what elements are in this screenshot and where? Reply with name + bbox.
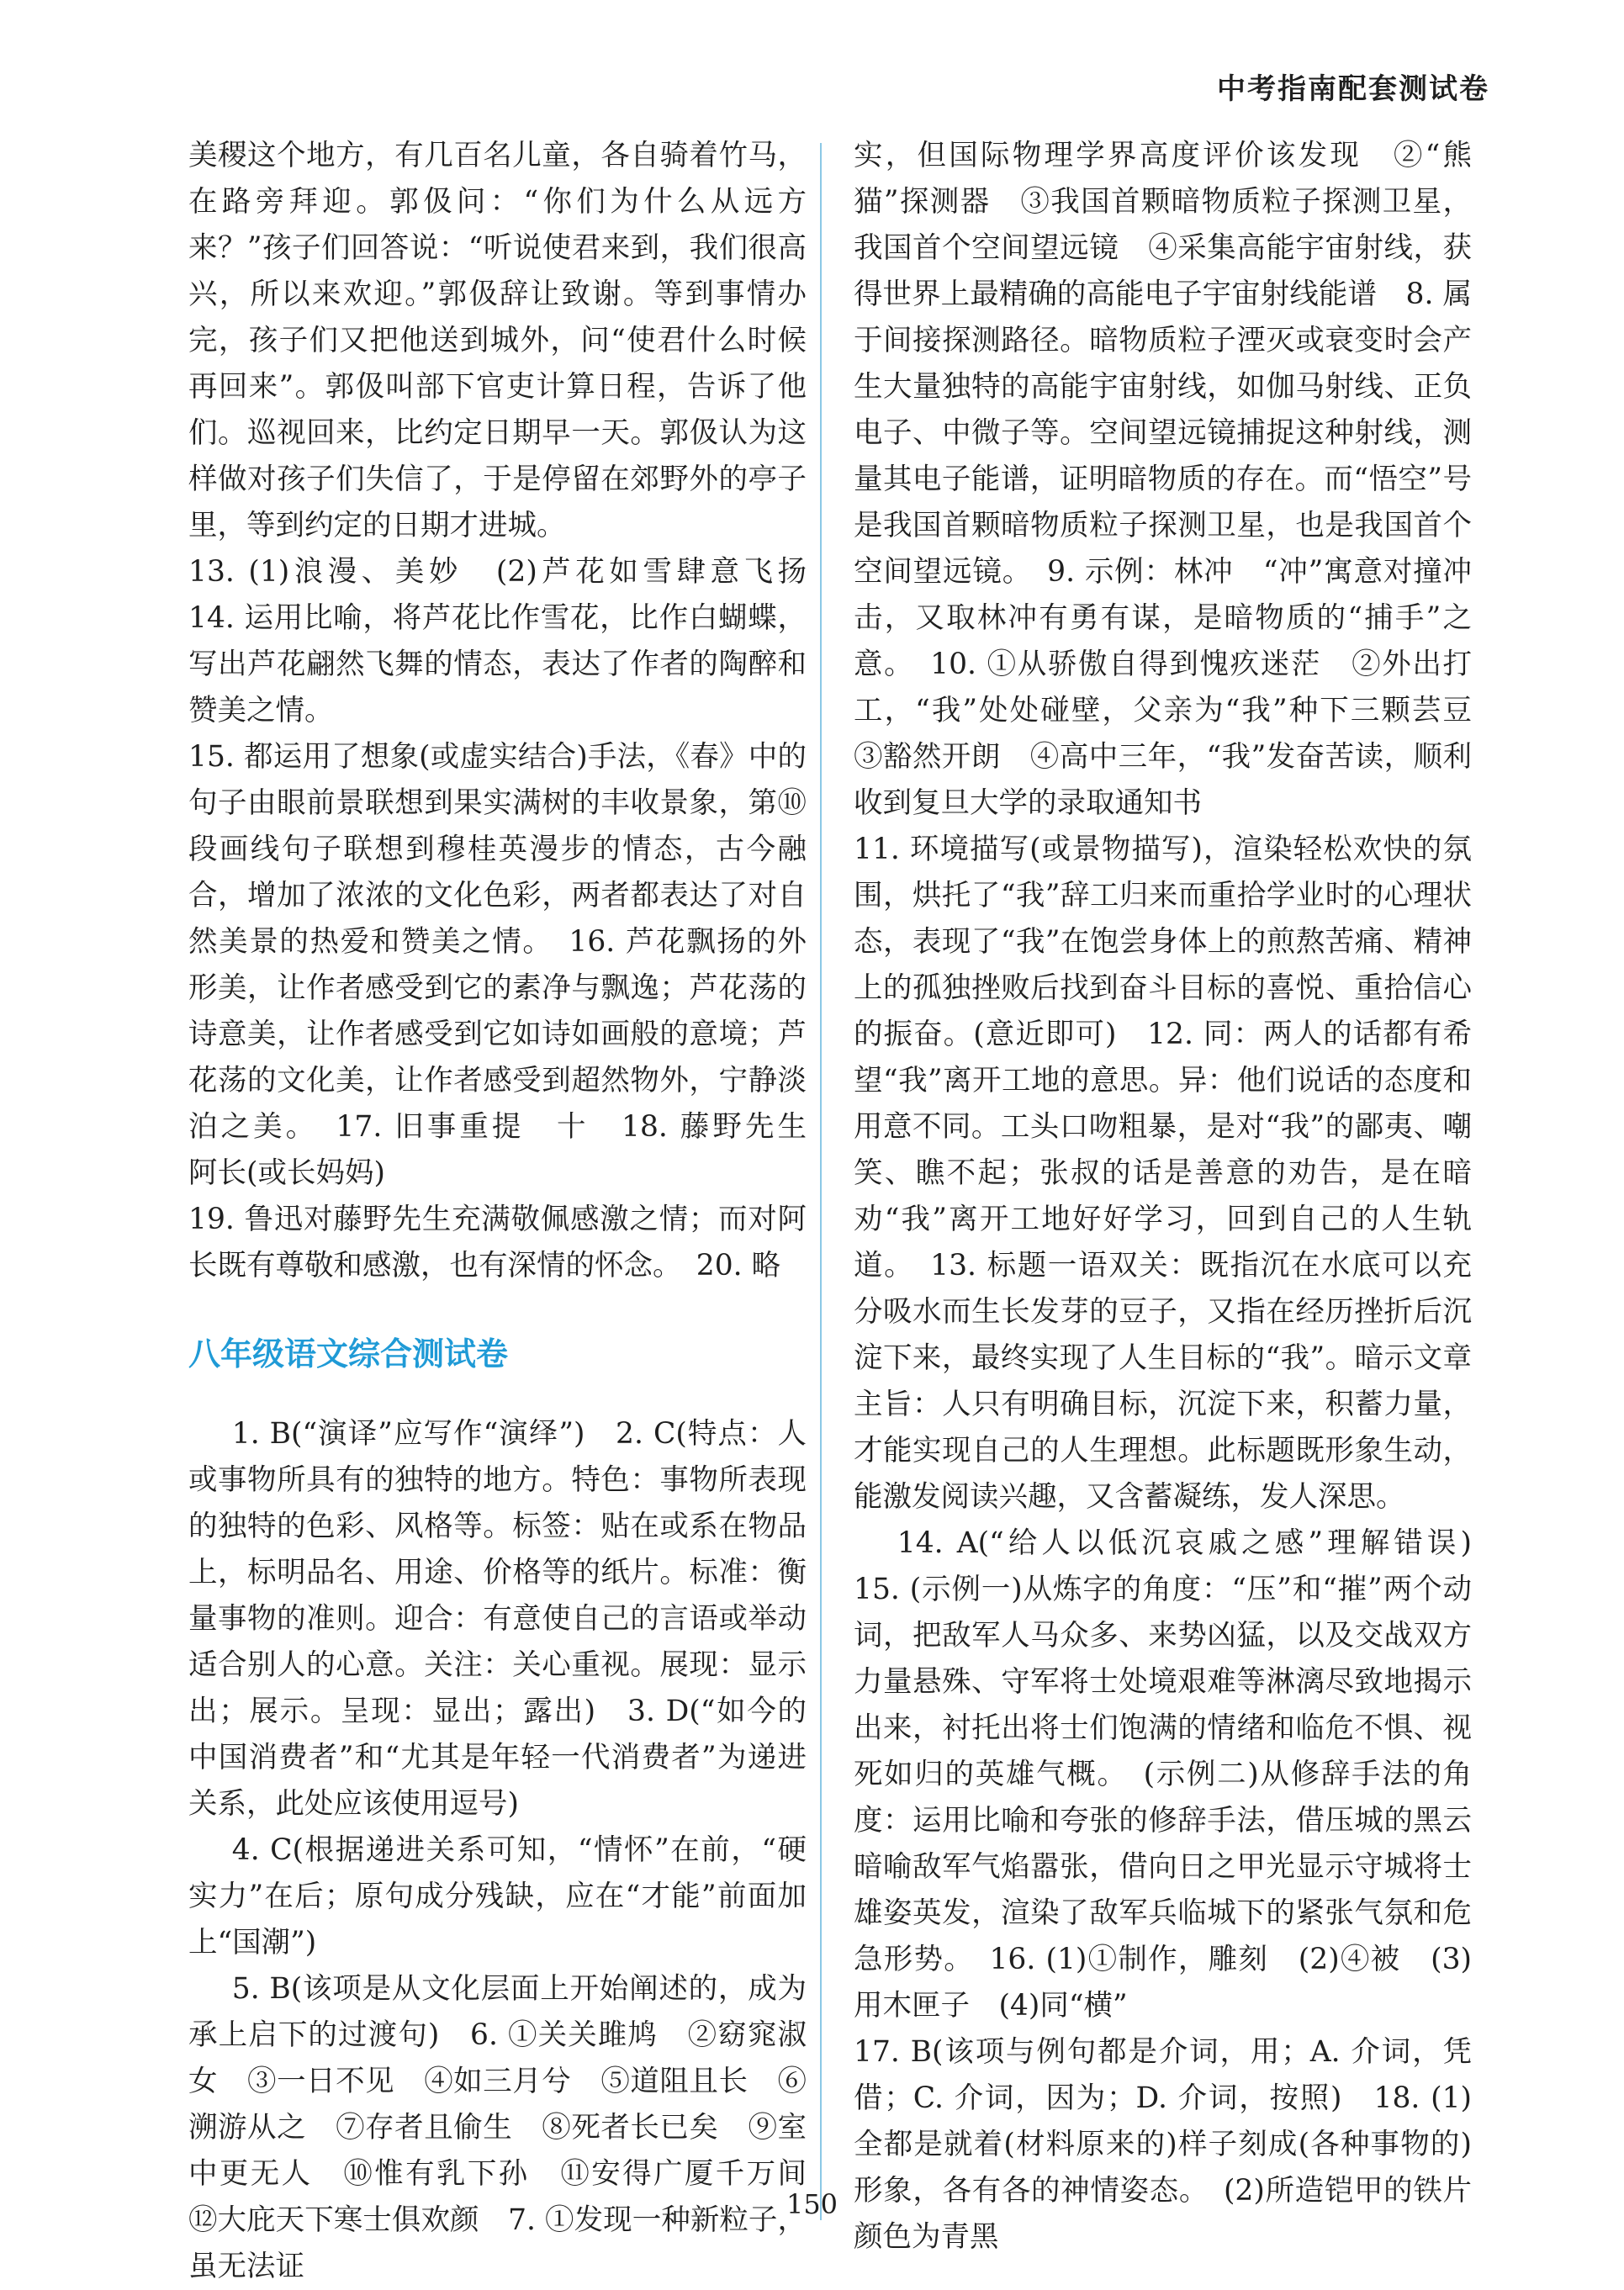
paragraph: 1. B(“演译”应写作“演绎”) 2. C(特点：人或事物所具有的独特的地方。特色：事物所表现的独特的色彩、风格等。标签：贴在或系在物品上，标明品名、用途、价格等的纸片。标准：衡量事物的准则。迎合：有意使自己的言语或举动适合别人的心意。关注：关心重视。展现：显示出；展示。呈现：显出；露出) 3. D(“如今的中国消费者”和“尤其是年轻一代消费者”为递进关系，此处应该使用逗号) (188, 1417, 807, 1821)
column-divider (820, 143, 822, 2220)
paragraph: 14. A(“给人以低沉哀戚之感”理解错误) 15. (示例一)从炼字的角度：“压”和“摧”两个动词，把敌军人马众多、来势凶猛，以及交战双方力量悬殊、守军将士处境艰难等淋漓尽致地揭示出来，衬托出将士们饱满的情绪和临危不惧、视死如归的英雄气概。 (示例二)从修辞手法的角度：运用比喻和夸张的修辞手法，借压城的黑云暗喻敌军气焰嚣张，借向日之甲光显示守城将士雄姿英发，渲染了敌军兵临城下的紧张气氛和危急形势。 16. (1)①制作，雕刻 (2)④被 (3)用木匣子 (4)同“横” (854, 1526, 1501, 2023)
page-number: 150 (786, 2188, 838, 2220)
paragraph: 19. 鲁迅对藤野先生充满敬佩感激之情；而对阿长既有尊敬和感激，也有深情的怀念。 20. 略 (188, 1203, 807, 1283)
right-column (854, 133, 1501, 2261)
paragraph: 4. C(根据递进关系可知，“情怀”在前，“硬实力”在后；原句成分残缺，应在“才能”前面加上“国潮”) (188, 1833, 807, 1959)
paragraph: 17. B(该项与例句都是介词，用；A. 介词，凭借；C. 介词，因为；D. 介词，按照) 18. (1)全都是就着(材料原来的)样子刻成(各种事物的)形象，各有各的神情姿态。 (2)所造铠甲的铁片颜色为青黑 (854, 2035, 1472, 2254)
paragraph: 5. B(该项是从文化层面上开始阐述的，成为承上启下的过渡句) 6. ①关关雎鸠 ②窈窕淑女 ③一日不见 ④如三月兮 ⑤道阻且长 ⑥溯游从之 ⑦存者且偷生 ⑧死者长已矣 ⑨室中更无人 ⑩惟有乳下孙 ⑪安得广厦千万间 ⑫大庇天下寒士俱欢颜 7. ①发现一种新粒子，虽无法证 (188, 1972, 836, 2283)
paragraph: 11. 环境描写(或景物描写)，渲染轻松欢快的氛围，烘托了“我”辞工归来而重拾学业时的心理状态，表现了“我”在饱尝身体上的煎熬苦痛、精神上的孤独挫败后找到奋斗目标的喜悦、重拾信心的振奋。(意近即可) 12. 同：两人的话都有希望“我”离开工地的意思。异：他们说话的态度和用意不同。工头口吻粗暴，是对“我”的鄙夷、嘲笑、瞧不起；张叔的话是善意的劝告，是在暗劝“我”离开工地好好学习，回到自己的人生轨道。 13. 标题一语双关：既指沉在水底可以充分吸水而生长发芽的豆子，又指在经历挫折后沉淀下来，最终实现了人生目标的“我”。暗示文章主旨：人只有明确目标，沉淀下来，积蓄力量，才能实现自己的人生理想。此标题既形象生动，能激发阅读兴趣，又含蓄凝练，发人深思。 (854, 833, 1472, 1514)
section-heading: 八年级语文综合测试卷 (188, 1335, 509, 1372)
header-title: 中考指南配套测试卷 (1217, 72, 1489, 106)
paragraph: 15. 都运用了想象(或虚实结合)手法，《春》中的句子由眼前景联想到果实满树的丰收景象，第⑩段画线句子联想到穆桂英漫步的情态，古今融合，增加了浓浓的文化色彩，两者都表达了对自然美景的热爱和赞美之情。 16. 芦花飘扬的外形美，让作者感受到它的素净与飘逸；芦花荡的诗意美，让作者感受到它如诗如画般的意境；芦花荡的文化美，让作者感受到超然物外，宁静淡泊之美。 17. 旧事重提 十 18. 藤野先生 阿长(或长妈妈) (188, 740, 836, 1190)
paragraph: 实，但国际物理学界高度评价该发现 ②“熊猫”探测器 ③我国首颗暗物质粒子探测卫星，我国首个空间望远镜 ④采集高能宇宙射线，获得世界上最精确的高能电子宇宙射线能谱 8. 属于间接探测路径。暗物质粒子湮灭或衰变时会产生大量独特的高能宇宙射线，如伽马射线、正负电子、中微子等。空间望远镜捕捉这种射线，测量其电子能谱，证明暗物质的存在。而“悟空”号是我国首颗暗物质粒子探测卫星，也是我国首个空间望远镜。 9. 示例：林冲 “冲”寓意对撞冲击，又取林冲有勇有谋，是暗物质的“捕手”之意。 10. ①从骄傲自得到愧疚迷茫 ②外出打工，“我”处处碰壁，父亲为“我”种下三颗芸豆 ③豁然开朗 ④高中三年，“我”发奋苦读，顺利收到复旦大学的录取通知书 (854, 139, 1501, 820)
paragraph: 13. (1)浪漫、美妙 (2)芦花如雪肆意飞扬 14. 运用比喻，将芦花比作雪花，比作白蝴蝶，写出芦花翩然飞舞的情态，表达了作者的陶醉和赞美之情。 (188, 555, 836, 727)
paragraph: 美稷这个地方，有几百名儿童，各自骑着竹马，在路旁拜迎。郭伋问：“你们为什么从远方来？”孩子们回答说：“听说使君来到，我们很高兴，所以来欢迎。”郭伋辞让致谢。等到事情办完，孩子们又把他送到城外，问“使君什么时候再回来”。郭伋叫部下官吏计算日程，告诉了他们。巡视回来，比约定日期早一天。郭伋认为这样做对孩子们失信了，于是停留在郊野外的亭子里，等到约定的日期才进城。 (188, 139, 807, 542)
